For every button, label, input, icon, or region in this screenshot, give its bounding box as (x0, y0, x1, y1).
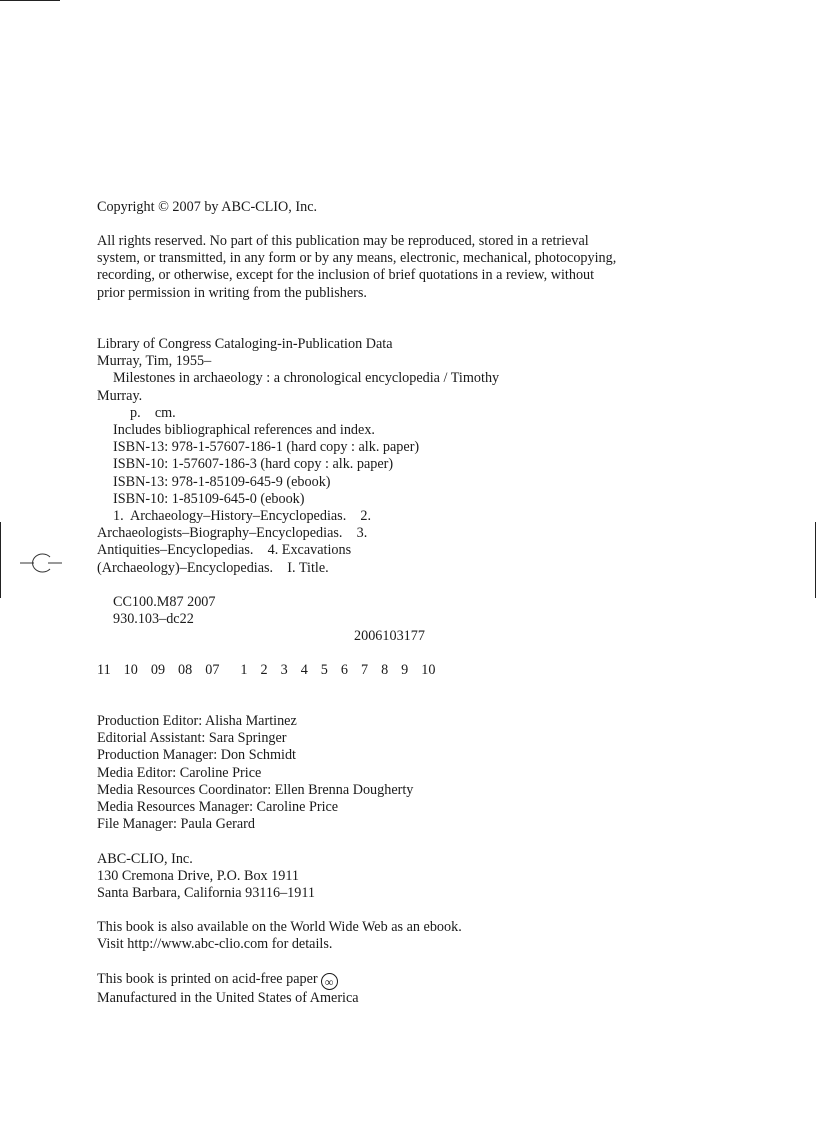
infinity-icon: ∞ (321, 973, 338, 990)
cip-isbn: ISBN-13: 978-1-57607-186-1 (hard copy : alk. paper) (113, 439, 420, 456)
lccn-number: 2006103177 (354, 628, 425, 645)
impression-number: 8 (381, 662, 389, 678)
rights-line: recording, or otherwise, except for the inclusion of brief quotations in a review, without (97, 267, 595, 284)
cip-isbn: ISBN-10: 1-85109-645-0 (ebook) (113, 490, 305, 507)
crop-mark-left (0, 522, 1, 598)
rights-statement (97, 233, 737, 302)
impression-number: 7 (360, 662, 369, 678)
publisher-city: Santa Barbara, California 93116–1911 (97, 885, 316, 902)
registration-mark-icon (20, 551, 62, 575)
cip-classification (97, 594, 737, 646)
printing-line (97, 662, 737, 679)
impression-number: 9 (401, 662, 409, 678)
printing-year: 09 (150, 662, 166, 678)
cip-subject: Archaeologists–Biography–Encyclopedias. 3. (97, 525, 368, 542)
impression-number: 1 (240, 662, 248, 678)
printing-year: 08 (178, 662, 193, 678)
staff-credit: Editorial Assistant: Sara Springer (97, 730, 287, 747)
staff-credit: File Manager: Paula Gerard (97, 816, 255, 833)
copyright-text: Copyright © 2007 by ABC-CLIO, Inc. (97, 199, 318, 215)
ebook-notice (97, 919, 737, 953)
staff-credit: Production Manager: Don Schmidt (97, 747, 296, 764)
cip-pagination: p. cm. (130, 404, 176, 421)
impression-number: 3 (280, 662, 288, 678)
cip-author: Murray, Tim, 1955– (97, 353, 212, 370)
cip-heading: Library of Congress Cataloging-in-Publication Data (97, 336, 393, 352)
cip-isbn: ISBN-10: 1-57607-186-3 (hard copy : alk. paper) (113, 456, 394, 473)
printing-year: 11 (97, 662, 111, 678)
impression-number: 4 (300, 662, 308, 678)
rights-line: prior permission in writing from the publishers. (97, 284, 367, 301)
cip-subject: Antiquities–Encyclopedias. 4. Excavations (97, 542, 352, 559)
publisher-name: ABC-CLIO, Inc. (97, 851, 193, 867)
paper-notice (97, 971, 737, 1007)
impression-number: 5 (320, 662, 328, 678)
copyright-line (97, 199, 737, 216)
acid-free-text: This book is printed on acid-free paper (97, 971, 318, 987)
printing-year: 10 (123, 662, 138, 678)
cip-title: Milestones in archaeology : a chronological encyclopedia / Timothy (113, 370, 500, 387)
cip-subject: (Archaeology)–Encyclopedias. I. Title. (97, 559, 329, 576)
staff-credit: Media Resources Manager: Caroline Price (97, 799, 339, 816)
staff-credit: Media Editor: Caroline Price (97, 764, 262, 781)
printing-year: 07 (205, 662, 220, 678)
staff-credit: Production Editor: Alisha Martinez (97, 713, 297, 729)
impression-number: 6 (340, 662, 348, 678)
ebook-line: This book is also available on the World Wide Web as an ebook. (97, 919, 462, 935)
dewey-number: 930.103–dc22 (113, 611, 194, 628)
publisher-street: 130 Cremona Drive, P.O. Box 1911 (97, 868, 300, 885)
rights-line: system, or transmitted, in any form or by any means, electronic, mechanical, photocopying, (97, 250, 617, 267)
ebook-line: Visit http://www.abc-clio.com for details. (97, 936, 333, 953)
cip-notes: Includes bibliographical references and index. (113, 422, 375, 439)
rights-line: All rights reserved. No part of this publication may be reproduced, stored in a retrieval (97, 233, 589, 249)
staff-credits (97, 713, 737, 833)
impression-number: 2 (260, 662, 268, 678)
cip-title-continued: Murray. (97, 387, 143, 404)
cip-isbn: ISBN-13: 978-1-85109-645-9 (ebook) (113, 473, 331, 490)
cip-data-block (97, 336, 737, 577)
lc-class-number: CC100.M87 2007 (113, 594, 216, 610)
staff-credit: Media Resources Coordinator: Ellen Brenna Dougherty (97, 781, 414, 798)
publisher-address (97, 851, 737, 903)
manufactured-text: Manufactured in the United States of America (97, 990, 359, 1006)
impression-number: 10 (421, 662, 436, 678)
cip-subject: 1. Archaeology–History–Encyclopedias. 2. (113, 508, 372, 525)
crop-mark-top (0, 0, 60, 1)
